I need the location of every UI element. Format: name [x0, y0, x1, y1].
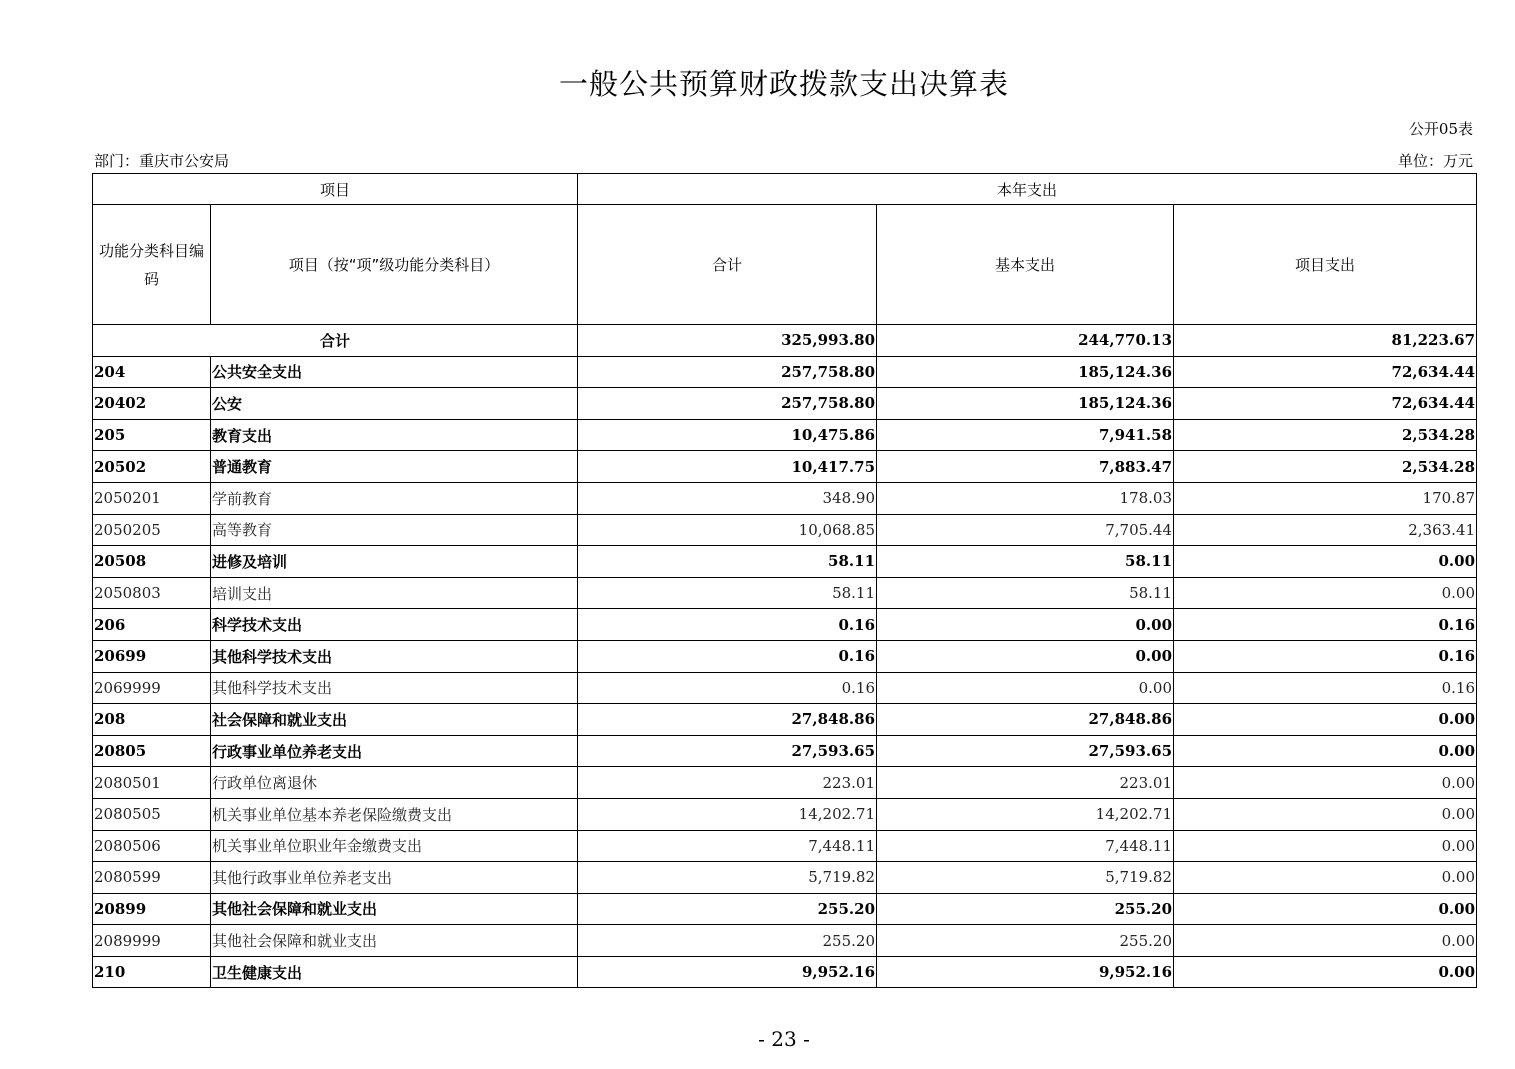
row-name: 培训支出: [211, 577, 578, 609]
row-basic: 7,448.11: [877, 830, 1174, 862]
row-code: 20508: [93, 546, 211, 578]
row-project: 170.87: [1174, 482, 1477, 514]
row-code: 2080505: [93, 798, 211, 830]
row-total: 223.01: [578, 767, 877, 799]
header-year-expense: 本年支出: [578, 174, 1477, 205]
row-total: 27,848.86: [578, 704, 877, 736]
row-project: 0.16: [1174, 672, 1477, 704]
row-code: 2089999: [93, 925, 211, 957]
row-code: 2080599: [93, 862, 211, 894]
row-total: 58.11: [578, 546, 877, 578]
table-row: [93, 672, 1477, 704]
row-name: 其他科学技术支出: [211, 640, 578, 672]
table-row: [93, 514, 1477, 546]
row-code: 20402: [93, 388, 211, 420]
row-name: 公安: [211, 388, 578, 420]
total-row: [93, 325, 1477, 357]
row-total: 27,593.65: [578, 735, 877, 767]
table-row: [93, 956, 1477, 988]
unit-label: 单位：万元: [1397, 152, 1473, 170]
table-row: [93, 830, 1477, 862]
row-name: 社会保障和就业支出: [211, 704, 578, 736]
row-total: 0.16: [578, 672, 877, 704]
row-total: 58.11: [578, 577, 877, 609]
row-code: 204: [93, 356, 211, 388]
total-label: 合计: [93, 325, 578, 357]
row-project: 2,534.28: [1174, 419, 1477, 451]
row-name: 机关事业单位基本养老保险缴费支出: [211, 798, 578, 830]
row-project: 0.16: [1174, 640, 1477, 672]
row-project: 0.00: [1174, 577, 1477, 609]
table-row: [93, 577, 1477, 609]
row-basic: 5,719.82: [877, 862, 1174, 894]
row-basic: 185,124.36: [877, 388, 1174, 420]
row-basic: 14,202.71: [877, 798, 1174, 830]
page-title: 一般公共预算财政拨款支出决算表: [558, 67, 1009, 101]
row-total: 348.90: [578, 482, 877, 514]
row-name: 其他社会保障和就业支出: [211, 925, 578, 957]
row-total: 0.16: [578, 609, 877, 641]
row-basic: 0.00: [877, 609, 1174, 641]
row-basic: 58.11: [877, 546, 1174, 578]
row-basic: 7,941.58: [877, 419, 1174, 451]
row-project: 2,534.28: [1174, 451, 1477, 483]
row-code: 2050201: [93, 482, 211, 514]
row-code: 2050205: [93, 514, 211, 546]
row-name: 其他社会保障和就业支出: [211, 893, 578, 925]
row-name: 公共安全支出: [211, 356, 578, 388]
row-project: 0.00: [1174, 735, 1477, 767]
row-code: 206: [93, 609, 211, 641]
header-name: 项目（按“项”级功能分类科目）: [211, 205, 578, 325]
row-code: 205: [93, 419, 211, 451]
row-project: 0.00: [1174, 925, 1477, 957]
row-total: 5,719.82: [578, 862, 877, 894]
row-project: 0.00: [1174, 546, 1477, 578]
row-project: 72,634.44: [1174, 388, 1477, 420]
row-code: 20699: [93, 640, 211, 672]
row-code: 208: [93, 704, 211, 736]
row-name: 卫生健康支出: [211, 956, 578, 988]
row-code: 20899: [93, 893, 211, 925]
row-code: 210: [93, 956, 211, 988]
table-row: [93, 546, 1477, 578]
row-project: 0.00: [1174, 893, 1477, 925]
row-basic: 255.20: [877, 925, 1174, 957]
table-row: [93, 893, 1477, 925]
row-basic: 255.20: [877, 893, 1174, 925]
row-project: 0.00: [1174, 767, 1477, 799]
row-total: 255.20: [578, 893, 877, 925]
table-row: [93, 451, 1477, 483]
row-name: 行政单位离退休: [211, 767, 578, 799]
table-row: [93, 925, 1477, 957]
row-code: 2069999: [93, 672, 211, 704]
header-basic: 基本支出: [877, 205, 1174, 325]
row-total: 10,068.85: [578, 514, 877, 546]
row-code: 2080506: [93, 830, 211, 862]
row-project: 0.00: [1174, 956, 1477, 988]
row-total: 257,758.80: [578, 388, 877, 420]
row-code: 2050803: [93, 577, 211, 609]
row-project: 72,634.44: [1174, 356, 1477, 388]
row-code: 20502: [93, 451, 211, 483]
table-row: [93, 640, 1477, 672]
table-row: [93, 356, 1477, 388]
department-label: 部门：重庆市公安局: [94, 152, 230, 170]
row-project: 0.00: [1174, 862, 1477, 894]
row-project: 0.00: [1174, 704, 1477, 736]
row-total: 9,952.16: [578, 956, 877, 988]
row-total: 0.16: [578, 640, 877, 672]
table-row: [93, 798, 1477, 830]
row-total: 7,448.11: [578, 830, 877, 862]
row-basic: 7,883.47: [877, 451, 1174, 483]
row-name: 行政事业单位养老支出: [211, 735, 578, 767]
table-row: [93, 735, 1477, 767]
row-code: 2080501: [93, 767, 211, 799]
row-basic: 185,124.36: [877, 356, 1174, 388]
header-code: 功能分类科目编码: [93, 205, 211, 325]
table-row: [93, 704, 1477, 736]
row-project: 0.00: [1174, 798, 1477, 830]
row-basic: 9,952.16: [877, 956, 1174, 988]
row-basic: 27,593.65: [877, 735, 1174, 767]
row-total: 257,758.80: [578, 356, 877, 388]
row-name: 其他行政事业单位养老支出: [211, 862, 578, 894]
row-total: 255.20: [578, 925, 877, 957]
page-number: - 23 -: [758, 1027, 810, 1051]
total-project: 81,223.67: [1174, 325, 1477, 357]
row-name: 教育支出: [211, 419, 578, 451]
header-total: 合计: [578, 205, 877, 325]
row-basic: 178.03: [877, 482, 1174, 514]
row-project: 0.00: [1174, 830, 1477, 862]
expense-table: [92, 173, 1477, 988]
header-item: 项目: [93, 174, 578, 205]
row-name: 高等教育: [211, 514, 578, 546]
row-project: 0.16: [1174, 609, 1477, 641]
header-project: 项目支出: [1174, 205, 1477, 325]
row-basic: 7,705.44: [877, 514, 1174, 546]
table-row: [93, 388, 1477, 420]
table-row: [93, 767, 1477, 799]
row-name: 进修及培训: [211, 546, 578, 578]
row-project: 2,363.41: [1174, 514, 1477, 546]
row-basic: 0.00: [877, 672, 1174, 704]
row-basic: 27,848.86: [877, 704, 1174, 736]
row-name: 其他科学技术支出: [211, 672, 578, 704]
total-sum: 325,993.80: [578, 325, 877, 357]
row-code: 20805: [93, 735, 211, 767]
row-name: 学前教育: [211, 482, 578, 514]
table-row: [93, 419, 1477, 451]
row-total: 10,475.86: [578, 419, 877, 451]
table-row: [93, 862, 1477, 894]
table-row: [93, 482, 1477, 514]
row-basic: 0.00: [877, 640, 1174, 672]
row-name: 普通教育: [211, 451, 578, 483]
table-row: [93, 609, 1477, 641]
row-name: 科学技术支出: [211, 609, 578, 641]
row-total: 14,202.71: [578, 798, 877, 830]
row-total: 10,417.75: [578, 451, 877, 483]
row-basic: 58.11: [877, 577, 1174, 609]
form-number: 公开05表: [1408, 120, 1473, 138]
row-basic: 223.01: [877, 767, 1174, 799]
row-name: 机关事业单位职业年金缴费支出: [211, 830, 578, 862]
total-basic: 244,770.13: [877, 325, 1174, 357]
